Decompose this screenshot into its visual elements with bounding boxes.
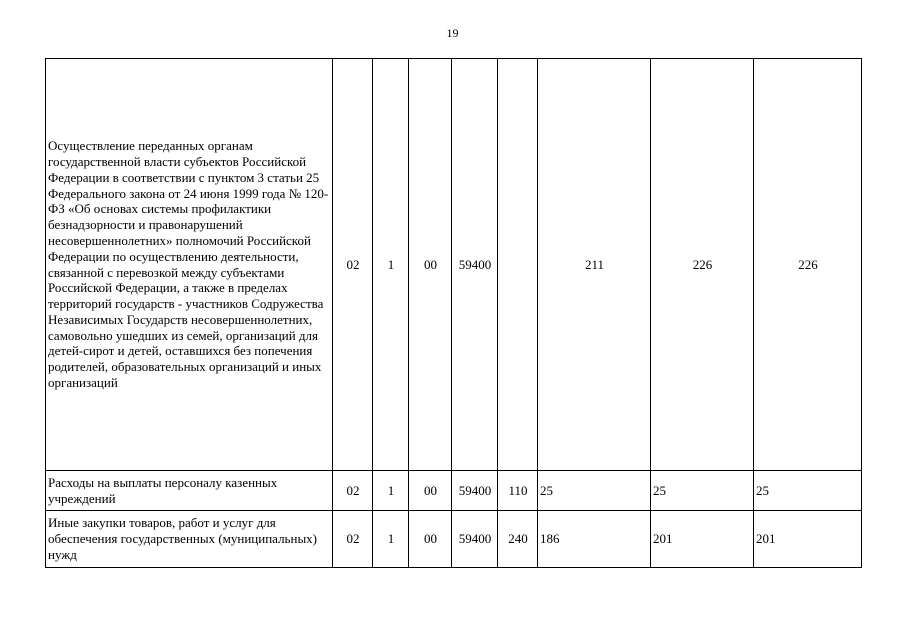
- subprogram-code: 00: [409, 511, 452, 568]
- program-code: 1: [373, 511, 409, 568]
- table-row: [46, 511, 862, 568]
- amount-1: 211: [538, 59, 651, 471]
- amount-1: 25: [538, 471, 651, 511]
- row-description: Осуществление переданных органам государственной власти субъектов Российской Федерации в соответствии с пунктом 3 статьи 25 Федерального закона от 24 июня 1999 года № 120-ФЗ «Об основах системы профилактики безнадзорности и правонарушений несовершеннолетних» полномочий Российской Федерации по осуществлению деятельности, связанной с перевозкой между субъектами Российской Федерации, а также в пределах территорий государств - участников Содружества Независимых Государств несовершеннолетних, самовольно ушедших из семей, организаций для детей-сирот и детей, оставшихся без попечения родителей, образовательных организаций и иных организаций: [46, 59, 333, 471]
- table-row: [46, 471, 862, 511]
- row-description: Иные закупки товаров, работ и услуг для обеспечения государственных (муниципальных) нужд: [46, 511, 333, 568]
- row-description: Расходы на выплаты персоналу казенных учреждений: [46, 471, 333, 511]
- amount-3: 226: [754, 59, 862, 471]
- section-code: 02: [333, 511, 373, 568]
- amount-2: 226: [651, 59, 754, 471]
- amount-2: 25: [651, 471, 754, 511]
- subprogram-code: 00: [409, 59, 452, 471]
- amount-3: 201: [754, 511, 862, 568]
- expense-type-code: [498, 59, 538, 471]
- section-code: 02: [333, 471, 373, 511]
- direction-code: 59400: [452, 511, 498, 568]
- program-code: 1: [373, 59, 409, 471]
- direction-code: 59400: [452, 59, 498, 471]
- direction-code: 59400: [452, 471, 498, 511]
- expense-type-code: 240: [498, 511, 538, 568]
- table-row: [46, 59, 862, 471]
- amount-3: 25: [754, 471, 862, 511]
- subprogram-code: 00: [409, 471, 452, 511]
- budget-table: [45, 58, 862, 568]
- page-number: 19: [446, 26, 459, 40]
- program-code: 1: [373, 471, 409, 511]
- amount-1: 186: [538, 511, 651, 568]
- section-code: 02: [333, 59, 373, 471]
- expense-type-code: 110: [498, 471, 538, 511]
- amount-2: 201: [651, 511, 754, 568]
